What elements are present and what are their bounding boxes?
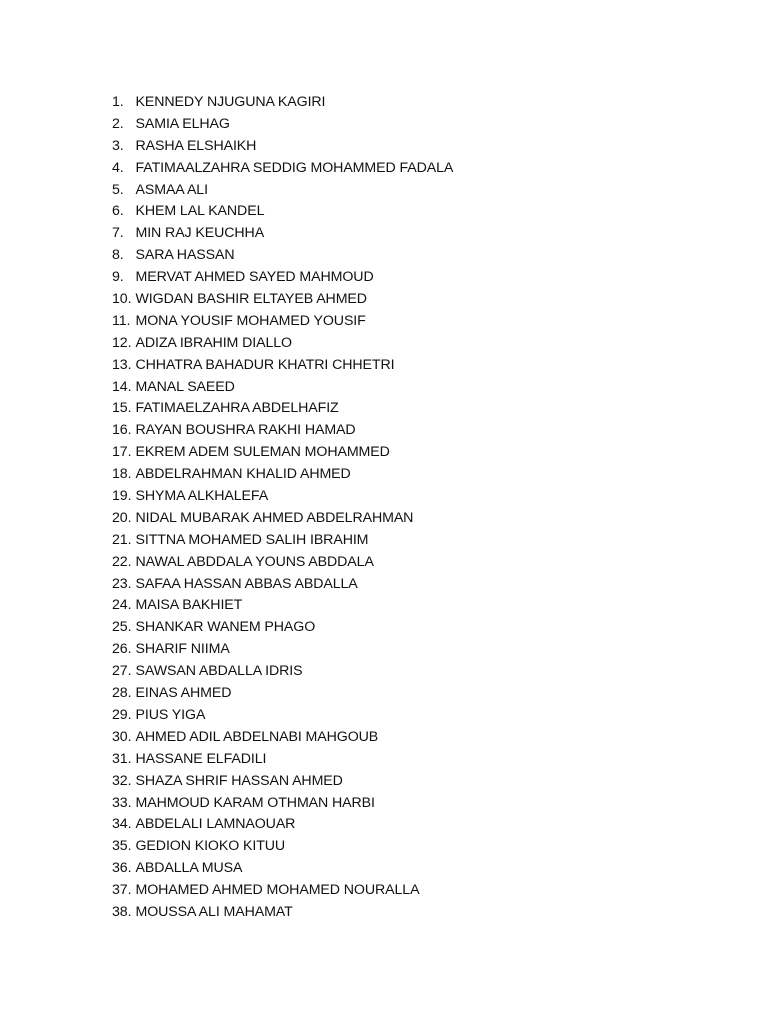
list-item-number: 24.: [112, 597, 132, 614]
name-list: [112, 92, 453, 924]
list-item: [112, 333, 453, 355]
list-item-name: SAWSAN ABDALLA IDRIS: [135, 663, 303, 680]
list-item: [112, 836, 453, 858]
list-item-number: 20.: [112, 509, 132, 526]
list-item-name: HASSANE ELFADILI: [135, 750, 267, 767]
list-item: [112, 223, 453, 245]
list-item-number: 27.: [112, 663, 132, 680]
list-item-name: SHANKAR WANEM PHAGO: [135, 619, 316, 636]
list-item-name: ABDALLA MUSA: [135, 860, 243, 877]
list-item: [112, 158, 453, 180]
list-item: [112, 902, 453, 924]
list-item: [112, 880, 453, 902]
list-item: [112, 749, 453, 771]
list-item-name: SHARIF NIIMA: [135, 641, 230, 658]
list-item-name: MAISA BAKHIET: [135, 597, 243, 614]
list-item: [112, 311, 453, 333]
list-item-number: 36.: [112, 860, 132, 877]
list-item-name: MIN RAJ KEUCHHA: [135, 225, 265, 242]
list-item: [112, 442, 453, 464]
list-item-number: 16.: [112, 422, 132, 439]
list-item-number: 35.: [112, 838, 132, 855]
list-item: [112, 508, 453, 530]
list-item-name: SHAZA SHRIF HASSAN AHMED: [135, 772, 343, 789]
list-item-number: 22.: [112, 553, 132, 570]
list-item-name: FATIMAELZAHRA ABDELHAFIZ: [135, 400, 339, 417]
list-item-name: SAMIA ELHAG: [135, 115, 230, 132]
list-item-name: RAYAN BOUSHRA RAKHI HAMAD: [135, 422, 356, 439]
list-item: [112, 180, 453, 202]
list-item: [112, 814, 453, 836]
list-item-number: 14.: [112, 378, 132, 395]
list-item-number: 21.: [112, 531, 132, 548]
list-item-name: MERVAT AHMED SAYED MAHMOUD: [135, 269, 374, 286]
list-item: [112, 793, 453, 815]
list-item: [112, 727, 453, 749]
list-item: [112, 464, 453, 486]
list-item-number: 25.: [112, 619, 132, 636]
list-item: [112, 530, 453, 552]
list-item-number: 19.: [112, 488, 132, 505]
list-item-number: 17.: [112, 444, 132, 461]
list-item-name: PIUS YIGA: [135, 706, 206, 723]
list-item-name: MOHAMED AHMED MOHAMED NOURALLA: [135, 882, 420, 899]
list-item: [112, 683, 453, 705]
list-item-name: KHEM LAL KANDEL: [135, 203, 265, 220]
list-item-name: MAHMOUD KARAM OTHMAN HARBI: [135, 794, 375, 811]
list-item-number: 31.: [112, 750, 132, 767]
list-item-name: RASHA ELSHAIKH: [135, 137, 257, 154]
list-item-name: NAWAL ABDDALA YOUNS ABDDALA: [135, 553, 374, 570]
list-item-number: 4.: [112, 159, 124, 176]
list-item: [112, 771, 453, 793]
list-item-name: FATIMAALZAHRA SEDDIG MOHAMMED FADALA: [135, 159, 454, 176]
list-item-number: 13.: [112, 356, 132, 373]
list-item-number: 29.: [112, 706, 132, 723]
list-item-number: 18.: [112, 466, 132, 483]
list-item-number: 3.: [112, 137, 124, 154]
list-item-number: 15.: [112, 400, 132, 417]
list-item-name: SHYMA ALKHALEFA: [135, 488, 269, 505]
list-item-name: MANAL SAEED: [135, 378, 235, 395]
list-item-number: 10.: [112, 291, 132, 308]
list-item: [112, 355, 453, 377]
list-item: [112, 377, 453, 399]
list-item-number: 23.: [112, 575, 132, 592]
list-item-name: KENNEDY NJUGUNA KAGIRI: [135, 94, 326, 110]
list-item: [112, 552, 453, 574]
list-item: [112, 92, 453, 114]
list-item-number: 5.: [112, 181, 124, 198]
list-item-number: 1.: [112, 94, 124, 110]
list-item-name: SITTNA MOHAMED SALIH IBRAHIM: [135, 531, 369, 548]
list-item: [112, 267, 453, 289]
list-item-name: ABDELRAHMAN KHALID AHMED: [135, 466, 351, 483]
list-item-name: CHHATRA BAHADUR KHATRI CHHETRI: [135, 356, 395, 373]
list-item: [112, 289, 453, 311]
list-item-number: 6.: [112, 203, 124, 220]
list-item-name: SAFAA HASSAN ABBAS ABDALLA: [135, 575, 358, 592]
list-item-name: ASMAA ALI: [135, 181, 208, 198]
list-item-number: 2.: [112, 115, 124, 132]
list-item: [112, 617, 453, 639]
list-item-number: 37.: [112, 882, 132, 899]
list-item: [112, 661, 453, 683]
list-item: [112, 114, 453, 136]
list-item-number: 26.: [112, 641, 132, 658]
list-item-number: 7.: [112, 225, 124, 242]
list-item: [112, 201, 453, 223]
list-item-number: 28.: [112, 685, 132, 702]
list-item-name: WIGDAN BASHIR ELTAYEB AHMED: [135, 291, 367, 308]
list-item-number: 30.: [112, 728, 132, 745]
list-item: [112, 639, 453, 661]
list-item-name: MOUSSA ALI MAHAMAT: [135, 903, 293, 920]
list-item-number: 12.: [112, 334, 132, 351]
list-item-name: ABDELALI LAMNAOUAR: [135, 816, 296, 833]
list-item: [112, 245, 453, 267]
list-item: [112, 420, 453, 442]
list-item: [112, 574, 453, 596]
list-item: [112, 595, 453, 617]
list-item-name: EKREM ADEM SULEMAN MOHAMMED: [135, 444, 390, 461]
list-item-name: ADIZA IBRAHIM DIALLO: [135, 334, 292, 351]
list-item: [112, 858, 453, 880]
list-item-name: SARA HASSAN: [135, 247, 235, 264]
list-item-number: 34.: [112, 816, 132, 833]
list-item-number: 33.: [112, 794, 132, 811]
list-item: [112, 136, 453, 158]
list-item: [112, 398, 453, 420]
list-item-name: NIDAL MUBARAK AHMED ABDELRAHMAN: [135, 509, 414, 526]
list-item-number: 38.: [112, 903, 132, 920]
list-item-number: 8.: [112, 247, 124, 264]
list-item: [112, 705, 453, 727]
list-item-number: 11.: [112, 312, 131, 329]
list-item-name: GEDION KIOKO KITUU: [135, 838, 286, 855]
list-item-name: EINAS AHMED: [135, 685, 232, 702]
list-item: [112, 486, 453, 508]
list-item-name: MONA YOUSIF MOHAMED YOUSIF: [135, 312, 366, 329]
list-item-number: 32.: [112, 772, 132, 789]
list-item-number: 9.: [112, 269, 124, 286]
list-item-name: AHMED ADIL ABDELNABI MAHGOUB: [135, 728, 379, 745]
